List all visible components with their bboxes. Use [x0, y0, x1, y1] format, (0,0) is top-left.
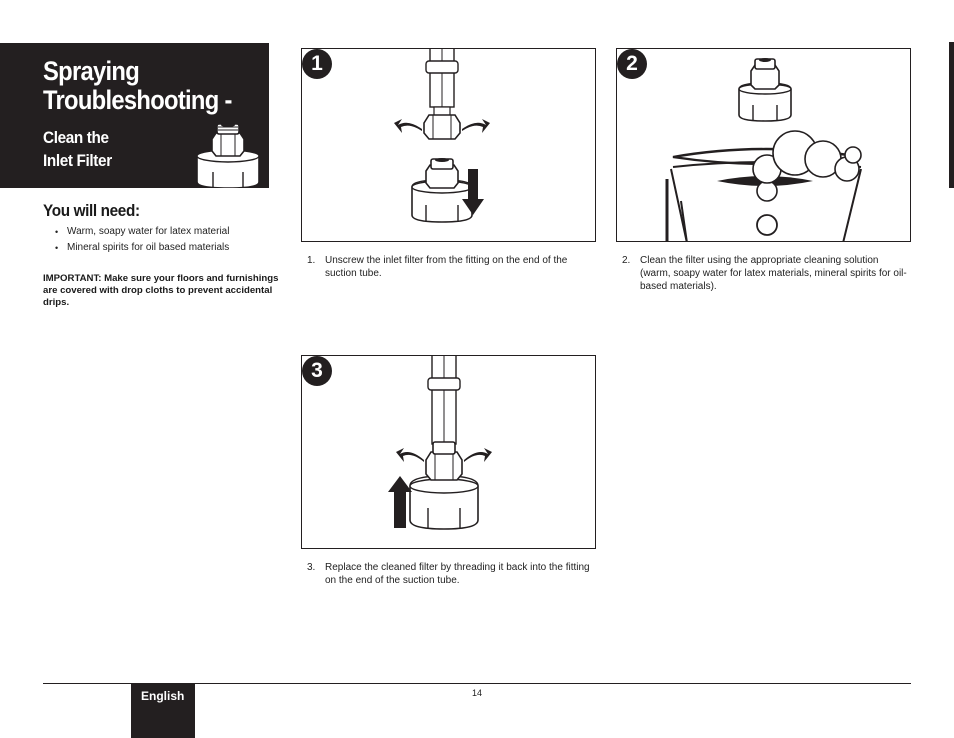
- step-1-caption: 1. Unscrew the inlet filter from the fitting on the end of the suction tube.: [307, 255, 568, 279]
- supplies-list: [55, 224, 229, 256]
- step-1-figure: [301, 48, 596, 242]
- important-note: IMPORTANT: Make sure your floors and furnishings are covered with drop cloths to prevent accidental drips.: [43, 273, 279, 308]
- page-title: Spraying Troubleshooting -: [43, 56, 232, 115]
- list-item: • Warm, soapy water for latex material: [55, 226, 230, 237]
- replace-filter-illustration: [302, 356, 596, 549]
- section-edge-tab: [949, 42, 954, 188]
- list-item: • Mineral spirits for oil based materials: [55, 242, 230, 253]
- unscrew-filter-illustration: [302, 49, 596, 242]
- step-2-figure: [616, 48, 911, 242]
- title-block: [0, 43, 269, 188]
- page-subtitle: Clean the Inlet Filter: [43, 128, 112, 170]
- step-1-number: 1: [302, 49, 332, 79]
- page-number: 14: [471, 688, 482, 698]
- step-3-figure: [301, 355, 596, 549]
- step-2-caption: 2. Clean the filter using the appropriate cleaning solution (warm, soapy water for latex materials, mineral spirits for oil-based materials).: [622, 255, 907, 292]
- you-will-need-heading: You will need:: [43, 201, 140, 220]
- step-3-number: 3: [302, 356, 332, 386]
- step-3-caption: 3. Replace the cleaned filter by threading it back into the fitting on the end of the suction tube.: [307, 562, 590, 586]
- language-tab: English: [131, 684, 195, 738]
- clean-filter-illustration: [617, 49, 911, 242]
- step-2-number: 2: [617, 49, 647, 79]
- inlet-filter-illustration: [191, 122, 265, 188]
